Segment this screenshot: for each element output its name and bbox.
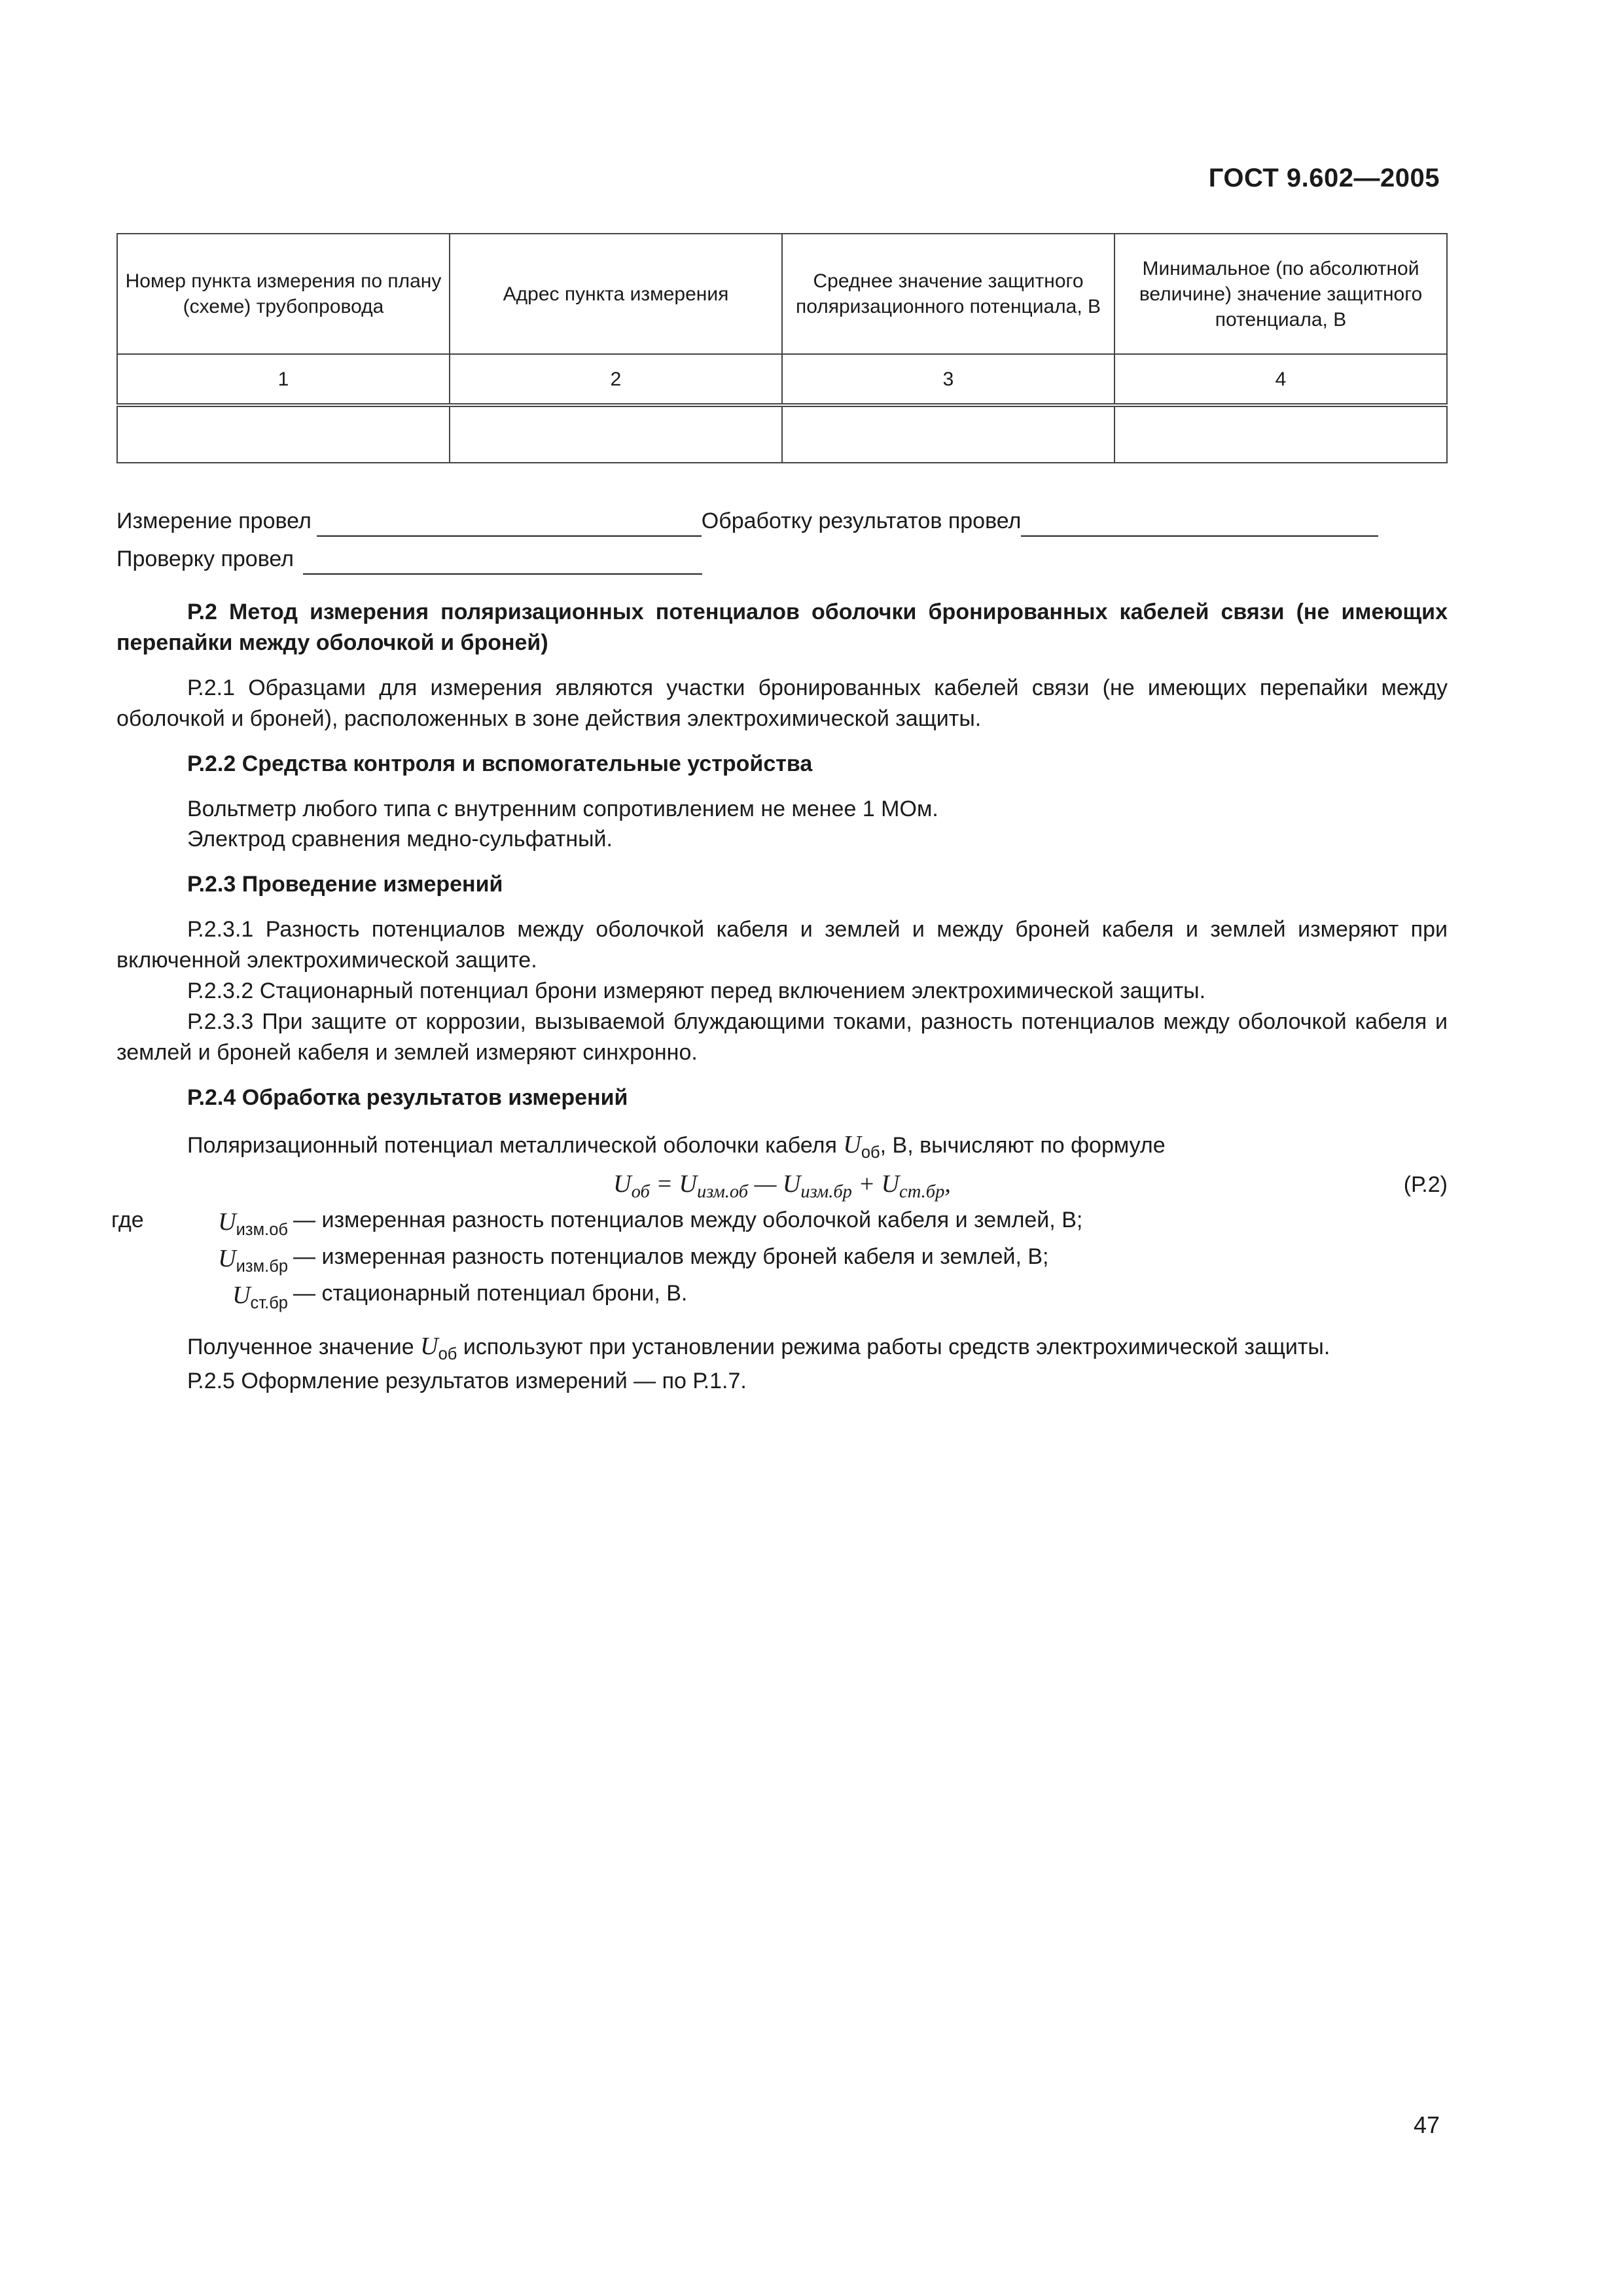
definition-symbol	[116, 1278, 293, 1315]
result-text: Полученное значение	[187, 1334, 421, 1359]
measured-by-line	[317, 509, 702, 537]
symbol-subscript: изм.бр	[236, 1257, 288, 1276]
paragraph-voltmeter: Вольтметр любого типа с внутренним сопротивлением не менее 1 МОм.	[187, 796, 938, 821]
result-text: используют при установлении режима работы средств электрохимической защиты.	[457, 1334, 1330, 1359]
symbol-subscript: изм.бр	[800, 1181, 852, 1202]
table-cell	[450, 405, 782, 463]
paragraph-p2-3-1: Р.2.3.1 Разность потенциалов между оболочкой кабеля и землей и между броней кабеля и землей измеряют при включенной электрохимической защите.	[116, 917, 1448, 973]
checked-by-line	[303, 547, 702, 575]
symbol-u: U	[218, 1208, 236, 1236]
paragraph-p2-3-3: Р.2.3.3 При защите от коррозии, вызываемой блуждающими токами, разность потенциалов между оболочкой кабеля и землей и броней кабеля и землей измеряют синхронно.	[116, 1009, 1448, 1065]
symbol-u: U	[881, 1170, 900, 1198]
table-cell	[117, 405, 450, 463]
intro-text: , В, вычисляют по формуле	[880, 1132, 1166, 1158]
symbol-u: U	[420, 1332, 438, 1360]
symbol-u: U	[613, 1170, 632, 1198]
intro-text: Поляризационный потенциал металлической оболочки кабеля	[187, 1132, 844, 1158]
formula-number: (Р.2)	[1403, 1172, 1448, 1197]
paragraph-p2-1: Р.2.1 Образцами для измерения являются участки бронированных кабелей связи (не имеющих перепайки между оболочкой и броней), расположенных в зоне действия электрохимической защиты.	[116, 675, 1448, 731]
definition-symbol	[116, 1242, 293, 1278]
measured-by-label: Измерение провел	[116, 509, 312, 534]
table-header-row	[117, 234, 1447, 354]
section-heading-p2-3: Р.2.3 Проведение измерений	[187, 872, 503, 897]
definition-symbol	[111, 1205, 293, 1242]
definition-text: — измеренная разность потенциалов между броней кабеля и землей, В;	[293, 1244, 1049, 1269]
formula-definitions	[111, 1205, 1448, 1315]
column-number-cell: 2	[450, 354, 782, 405]
table-header-cell: Минимальное (по абсолютной величине) значение защитного потенциала, В	[1115, 234, 1447, 354]
paragraph-result	[116, 1329, 1448, 1366]
symbol-subscript: об	[631, 1181, 650, 1202]
table-number-row	[117, 354, 1447, 405]
symbol-subscript: изм.об	[236, 1220, 288, 1239]
processed-by-line	[1021, 509, 1378, 537]
document-id-header: ГОСТ 9.602—2005	[1208, 164, 1440, 192]
symbol-subscript: об	[438, 1344, 457, 1363]
checked-by-label: Проверку провел	[116, 547, 294, 572]
definition-text: — измеренная разность потенциалов между оболочкой кабеля и землей, В;	[293, 1207, 1083, 1232]
symbol-u: U	[782, 1170, 801, 1198]
column-number-cell: 1	[117, 354, 450, 405]
table-header-cell: Среднее значение защитного поляризационного потенциала, В	[782, 234, 1115, 354]
symbol-u: U	[232, 1281, 251, 1309]
paragraph-p2-3-2: Р.2.3.2 Стационарный потенциал брони измеряют перед включением электрохимической защиты.	[187, 978, 1206, 1004]
processed-by-label: Обработку результатов провел	[701, 509, 1022, 534]
column-number-cell: 4	[1115, 354, 1447, 405]
where-word: где	[111, 1207, 144, 1232]
table-row	[117, 405, 1447, 463]
page-number: 47	[1413, 2111, 1440, 2138]
formula-expression: $U_{об} = U_{изм.об}$ — $U_{изм.бр} + U_{ст.бр}$,	[613, 1170, 951, 1202]
formula-p2	[116, 1167, 1448, 1205]
section-heading-p2-4: Р.2.4 Обработка результатов измерений	[187, 1085, 628, 1110]
measurement-table	[116, 233, 1448, 463]
table-header-cell: Номер пункта измерения по плану (схеме) трубопровода	[117, 234, 450, 354]
symbol-subscript: ст.бр	[250, 1293, 288, 1312]
table-cell	[1115, 405, 1447, 463]
section-heading-p2: Р.2 Метод измерения поляризационных потенциалов оболочки бронированных кабелей связи (не имеющих перепайки между оболочкой и броней)	[116, 600, 1448, 655]
definition-text: — стационарный потенциал брони, В.	[293, 1280, 688, 1306]
table-cell	[782, 405, 1115, 463]
table-header-cell: Адрес пункта измерения	[450, 234, 782, 354]
paragraph-electrode: Электрод сравнения медно-сульфатный.	[187, 827, 613, 852]
column-number-cell: 3	[782, 354, 1115, 405]
symbol-subscript: ст.бр	[899, 1181, 945, 1202]
paragraph-p2-4-intro	[116, 1128, 1448, 1164]
paragraph-p2-5: Р.2.5 Оформление результатов измерений — по Р.1.7.	[187, 1368, 747, 1393]
symbol-subscript: об	[861, 1143, 880, 1162]
signature-block	[116, 499, 1448, 575]
symbol-u: U	[843, 1130, 861, 1158]
symbol-u: U	[679, 1170, 697, 1198]
section-heading-p2-2: Р.2.2 Средства контроля и вспомогательные устройства	[187, 751, 813, 776]
symbol-subscript: изм.об	[696, 1181, 749, 1202]
document-body	[111, 597, 1448, 1397]
symbol-u: U	[218, 1244, 236, 1272]
